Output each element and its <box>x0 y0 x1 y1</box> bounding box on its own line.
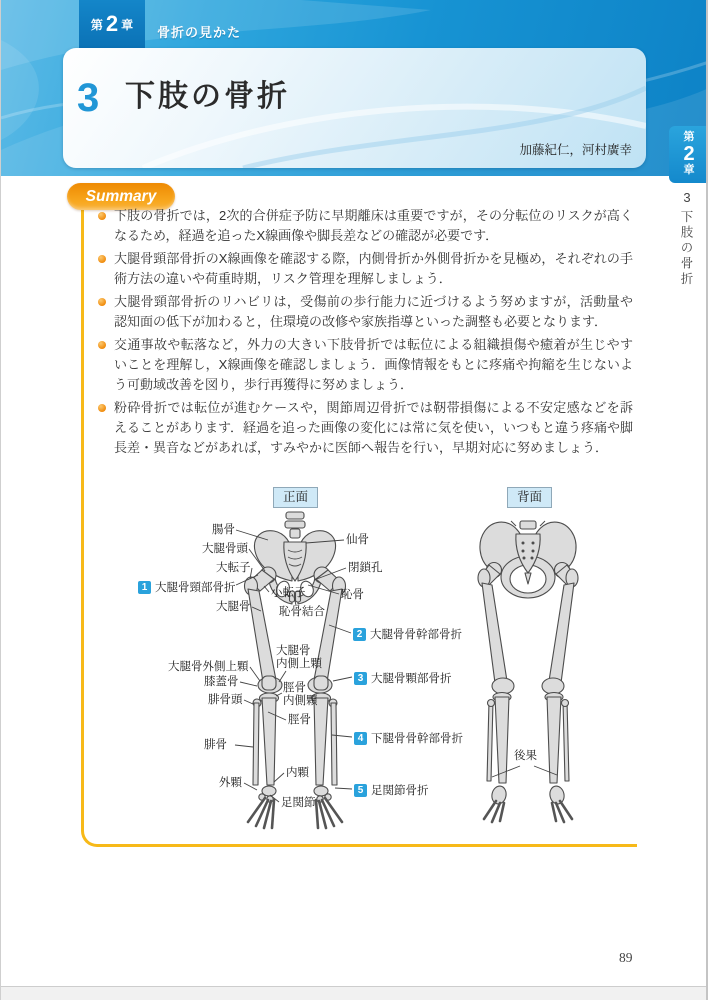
section-number: 3 <box>77 76 100 120</box>
label-posterior-malleolus: 後果 <box>514 750 537 762</box>
label-femur: 大腿骨 <box>216 601 251 613</box>
fracture-label-1 <box>138 579 236 595</box>
bullet-icon <box>98 212 106 220</box>
sidebar-section-title: 下肢の骨折 <box>679 210 693 288</box>
sidebar-chapter-number: 2 <box>683 143 695 165</box>
bullet-icon <box>98 404 106 412</box>
label-patella: 膝蓋骨 <box>204 676 239 688</box>
summary-heading: Summary <box>67 183 175 210</box>
back-view-label: 背面 <box>507 487 552 508</box>
summary-bullet-text: 下肢の骨折では，2次的合併症予防に早期離床は重要ですが，その分転位のリスクが高くなるため，経過を追ったX線画像や脚長差などの確認が必要です． <box>114 208 633 243</box>
label-femoral-head: 大腿骨頭 <box>202 543 248 555</box>
label-obturator-foramen: 閉鎖孔 <box>348 562 383 574</box>
label-fibular-head: 腓骨頭 <box>208 694 243 706</box>
fracture-label-text: 大腿骨頸部骨折 <box>155 582 236 594</box>
authors: 加藤紀仁，河村廣幸 <box>519 143 632 157</box>
summary-bullet-list <box>97 206 633 461</box>
label-tibia-medial-condyle-line1: 脛骨 <box>283 682 306 694</box>
chapter-badge-prefix: 第 <box>90 17 103 32</box>
sidebar-chapter-tab <box>669 126 708 183</box>
label-lateral-malleolus: 外顆 <box>219 777 242 789</box>
sidebar-chapter-suffix: 章 <box>683 164 695 176</box>
label-medial-epicondyle-femur-line2: 内側上顆 <box>276 658 322 670</box>
summary-bullet <box>97 335 633 395</box>
label-lesser-trochanter: 小転子 <box>271 587 306 599</box>
chapter-badge <box>79 0 145 48</box>
label-sacrum: 仙骨 <box>346 534 369 546</box>
summary-bullet <box>97 292 633 332</box>
fracture-label-text: 下腿骨骨幹部骨折 <box>371 733 463 745</box>
label-medial-malleolus: 内顆 <box>286 767 309 779</box>
summary-bullet <box>97 398 633 458</box>
fracture-label-4 <box>354 730 463 746</box>
bullet-icon <box>98 255 106 263</box>
fracture-label-text: 大腿骨顆部骨折 <box>371 673 452 685</box>
label-pubic-symphysis: 恥骨結合 <box>279 606 325 618</box>
summary-bullet-text: 粉砕骨折では転位が進むケースや，関節周辺骨折では靭帯損傷による不安定感などを訴えることがあります．経過を追った画像の変化には常に気を使い，いつもと違う疼痛や脚長差・異音などがあれば，すみやかに医師へ報告を行い，早期対応に努めましょう． <box>114 400 633 455</box>
fracture-label-text: 大腿骨骨幹部骨折 <box>370 629 462 641</box>
chapter-title: 骨折の見かた <box>157 25 242 40</box>
sidebar-chapter-prefix: 第 <box>683 131 695 144</box>
label-ilium: 腸骨 <box>212 524 235 536</box>
summary-bullet-text: 大腿骨頸部骨折のX線画像を確認する際，内側骨折か外側骨折かを見極め，それぞれの手術方法の違いや荷重時期，リスク管理を理解しましょう． <box>114 251 633 286</box>
label-lateral-epicondyle-femur: 大腿骨外側上顆 <box>168 661 249 673</box>
chapter-badge-number: 2 <box>105 11 119 36</box>
page-number: 89 <box>619 950 633 965</box>
fracture-number-badge: 3 <box>354 672 367 685</box>
sidebar-section-number: 3 <box>683 190 691 205</box>
bullet-icon <box>98 341 106 349</box>
page-bottom-edge <box>1 986 706 1000</box>
bullet-icon <box>98 298 106 306</box>
summary-bullet-text: 大腿骨頸部骨折のリハビリは，受傷前の歩行能力に近づけるよう努めますが，活動量や認知面の低下が加わると，住環境の改修や家族指導といった調整も必要となります． <box>114 294 633 329</box>
fracture-number-badge: 2 <box>353 628 366 641</box>
summary-bullet <box>97 249 633 289</box>
front-view-label: 正面 <box>273 487 318 508</box>
fracture-number-badge: 4 <box>354 732 367 745</box>
label-medial-epicondyle-femur-line1: 大腿骨 <box>276 645 311 657</box>
fracture-label-text: 足関節骨折 <box>371 785 429 797</box>
fracture-number-badge: 5 <box>354 784 367 797</box>
summary-bullet-text: 交通事故や転落など，外力の大きい下肢骨折では転位による組織損傷や癒着が生じやすいことを理解し，X線画像を確認しましょう．画像情報をもとに疼痛や拘縮を生じないよう可動域改善を図り，歩行再獲得に努めましょう． <box>114 337 633 392</box>
header-band <box>1 0 708 176</box>
chapter-badge-suffix: 章 <box>121 17 134 32</box>
summary-bullet <box>97 206 633 246</box>
fracture-label-5 <box>354 782 429 798</box>
page-title: 下肢の骨折 <box>125 80 290 113</box>
label-pubis: 恥骨 <box>341 589 364 601</box>
section-title-panel <box>63 48 646 168</box>
label-greater-trochanter: 大転子 <box>216 562 251 574</box>
label-tibia-medial-condyle-line2: 内側顆 <box>283 695 318 707</box>
lower-limb-diagram <box>86 485 646 845</box>
label-tibia: 脛骨 <box>288 714 311 726</box>
label-ankle-joint: 足関節 <box>281 797 316 809</box>
label-fibula: 腓骨 <box>204 739 227 751</box>
fracture-number-badge: 1 <box>138 581 151 594</box>
fracture-label-2 <box>353 626 462 642</box>
fracture-label-3 <box>354 670 452 686</box>
